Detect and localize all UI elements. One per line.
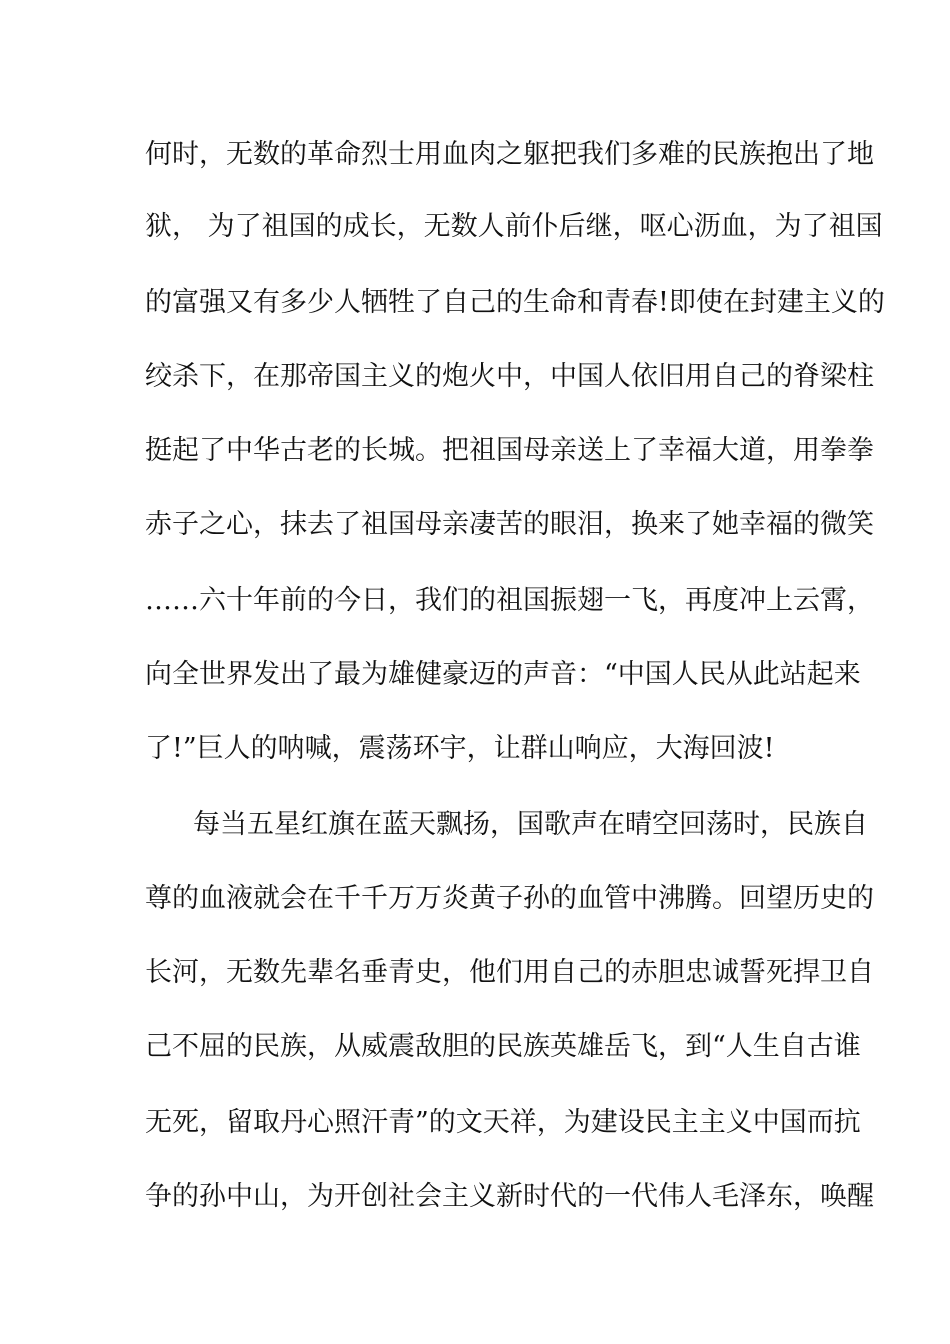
text-line: 己不屈的民族，从威震敌胆的民族英雄岳飞，到“人生自古谁: [145, 1031, 861, 1062]
text-line: 挺起了中华古老的长城。把祖国母亲送上了幸福大道，用拳拳: [145, 435, 874, 466]
text-line: 赤子之心，抹去了祖国母亲凄苦的眼泪，换来了她幸福的微笑: [145, 509, 874, 540]
paragraph-first-line: 每当五星红旗在蓝天飘扬，国歌声在晴空回荡时，民族自: [193, 809, 868, 840]
text-line: 争的孙中山，为开创社会主义新时代的一代伟人毛泽东，唤醒: [145, 1181, 874, 1212]
text-line: 的富强又有多少人牺牲了自己的生命和青春!即使在封建主义的: [145, 287, 885, 318]
text-line: 向全世界发出了最为雄健豪迈的声音：“中国人民从此站起来: [145, 659, 861, 690]
text-line: 何时，无数的革命烈士用血肉之躯把我们多难的民族抱出了地: [145, 139, 874, 170]
text-line: 绞杀下，在那帝国主义的炮火中，中国人依旧用自己的脊梁柱: [145, 361, 874, 392]
text-line: ……六十年前的今日，我们的祖国振翅一飞，再度冲上云霄，: [145, 585, 874, 616]
text-line: 无死，留取丹心照汗青”的文天祥，为建设民主主义中国而抗: [145, 1107, 861, 1138]
text-line: 狱， 为了祖国的成长，无数人前仆后继，呕心沥血，为了祖国: [145, 211, 883, 242]
text-line: 长河，无数先辈名垂青史，他们用自己的赤胆忠诚誓死捍卫自: [145, 957, 874, 988]
paragraph-end-line: 了!”巨人的呐喊，震荡环宇，让群山响应，大海回波!: [145, 733, 775, 764]
text-line: 尊的血液就会在千千万万炎黄子孙的血管中沸腾。回望历史的: [145, 883, 874, 914]
